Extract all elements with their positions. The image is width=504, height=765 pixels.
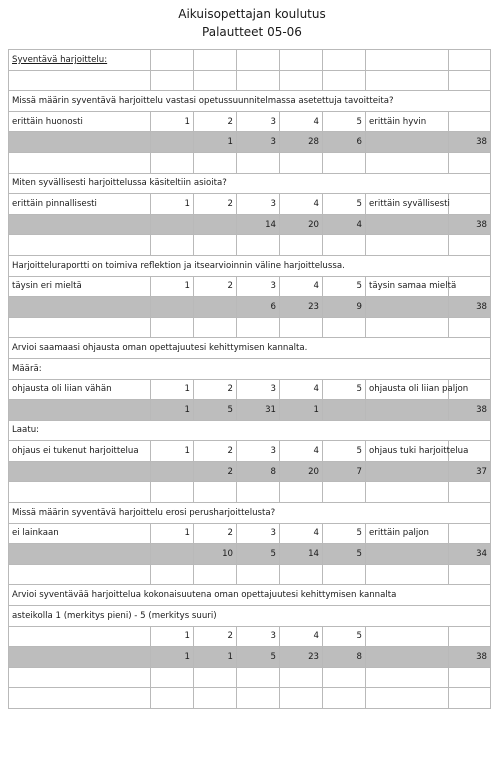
table-row [9,585,491,606]
response-count: 1 [151,647,194,668]
question-text: Arvioi saamaasi ohjausta oman opettajuutesi kehittymisen kannalta. [9,338,491,359]
empty-cell [366,297,449,318]
response-count [151,132,194,153]
scale-number: 1 [151,111,194,132]
empty-cell [323,667,366,688]
empty-cell [449,152,491,173]
response-count [323,400,366,421]
response-count: 31 [237,400,280,421]
scale-number: 5 [323,194,366,215]
empty-cell [449,235,491,256]
empty-cell [194,235,237,256]
scale-label: Laatu: [9,420,491,441]
response-count: 23 [280,297,323,318]
response-count: 1 [194,132,237,153]
empty-cell [366,400,449,421]
table-row [9,338,491,359]
response-count: 20 [280,214,323,235]
table-row [9,70,491,91]
scale-number: 4 [280,379,323,400]
table-row [9,379,491,400]
scale-number: 3 [237,276,280,297]
scale-number: 2 [194,523,237,544]
empty-cell [237,667,280,688]
scale-number: 5 [323,441,366,462]
response-count [194,214,237,235]
scale-right-label: erittäin hyvin [366,111,449,132]
question-text: Arvioi syventävää harjoittelua kokonaisuutena oman opettajuutesi kehittymisen kannalta [9,585,491,606]
response-count: 5 [194,400,237,421]
response-count: 7 [323,461,366,482]
scale-number: 3 [237,523,280,544]
empty-cell [366,152,449,173]
table-row [9,152,491,173]
empty-cell [151,482,194,503]
response-count: 14 [237,214,280,235]
empty-cell [366,461,449,482]
empty-cell [151,152,194,173]
section-title-cell [9,50,151,71]
response-count: 8 [237,461,280,482]
table-row [9,564,491,585]
response-count [151,544,194,565]
table-row [9,50,491,71]
response-count: 20 [280,461,323,482]
table-row [9,688,491,709]
empty-cell [9,688,151,709]
table-row [9,297,491,318]
scale-right-label: erittäin paljon [366,523,449,544]
scale-number: 2 [194,276,237,297]
scale-right-label: ohjaus tuki harjoittelua [366,441,449,462]
empty-cell [366,214,449,235]
empty-cell [366,482,449,503]
table-row [9,441,491,462]
empty-cell [9,564,151,585]
table-row [9,400,491,421]
scale-number: 1 [151,523,194,544]
scale-left-label: erittäin huonosti [9,111,151,132]
table-row [9,214,491,235]
response-count: 5 [237,647,280,668]
scale-number: 5 [323,379,366,400]
response-count: 5 [237,544,280,565]
empty-cell [9,132,151,153]
empty-cell [366,667,449,688]
question-text: Harjoitteluraportti on toimiva reflektion ja itsearvioinnin väline harjoittelussa. [9,255,491,276]
empty-cell [194,667,237,688]
scale-number: 4 [280,523,323,544]
table-row [9,358,491,379]
scale-number: 3 [237,194,280,215]
scale-number: 2 [194,441,237,462]
table-row [9,276,491,297]
response-count: 2 [194,461,237,482]
empty-cell [366,132,449,153]
scale-number: 4 [280,276,323,297]
empty-cell [237,564,280,585]
question-text: Miten syvällisesti harjoittelussa käsiteltiin asioita? [9,173,491,194]
table-row [9,606,491,627]
scale-number: 1 [151,441,194,462]
response-total: 38 [449,400,491,421]
empty-cell [151,317,194,338]
scale-label: asteikolla 1 (merkitys pieni) - 5 (merkitys suuri) [9,606,491,627]
empty-cell [449,194,491,215]
scale-right-label: erittäin syvällisesti [366,194,449,215]
empty-cell [323,235,366,256]
empty-cell [194,482,237,503]
empty-cell [237,50,280,71]
empty-cell [194,152,237,173]
empty-cell [151,50,194,71]
empty-cell [9,317,151,338]
empty-cell [280,317,323,338]
table-row [9,503,491,524]
empty-cell [151,667,194,688]
response-total: 37 [449,461,491,482]
response-count: 6 [323,132,366,153]
scale-number: 3 [237,379,280,400]
table-row [9,626,491,647]
response-total: 38 [449,647,491,668]
empty-cell [366,688,449,709]
empty-cell [194,564,237,585]
empty-cell [449,523,491,544]
response-total: 34 [449,544,491,565]
empty-cell [449,317,491,338]
response-total: 38 [449,214,491,235]
empty-cell [449,564,491,585]
empty-cell [449,70,491,91]
table-row [9,173,491,194]
response-count [194,297,237,318]
scale-number: 5 [323,523,366,544]
empty-cell [151,564,194,585]
scale-number: 5 [323,626,366,647]
empty-cell [9,152,151,173]
empty-cell [9,70,151,91]
empty-cell [151,688,194,709]
empty-cell [237,482,280,503]
scale-left-label: erittäin pinnallisesti [9,194,151,215]
empty-cell [9,400,151,421]
empty-cell [9,297,151,318]
empty-cell [366,564,449,585]
empty-cell [366,70,449,91]
scale-left-label: ohjausta oli liian vähän [9,379,151,400]
empty-cell [280,152,323,173]
scale-number: 3 [237,626,280,647]
empty-cell [366,50,449,71]
empty-cell [9,235,151,256]
empty-cell [323,50,366,71]
section-title: Syventävä harjoittelu: [12,54,108,65]
page-subtitle: Palautteet 05-06 [202,25,302,39]
empty-cell [151,70,194,91]
empty-cell [9,461,151,482]
scale-number: 3 [237,111,280,132]
empty-cell [449,688,491,709]
scale-number: 4 [280,441,323,462]
empty-cell [323,152,366,173]
empty-cell [237,688,280,709]
empty-cell [280,70,323,91]
question-text: Missä määrin syventävä harjoittelu erosi perusharjoittelusta? [9,503,491,524]
empty-cell [9,647,151,668]
scale-number: 1 [151,379,194,400]
scale-left-label: täysin eri mieltä [9,276,151,297]
empty-cell [194,70,237,91]
empty-cell [323,70,366,91]
scale-number: 2 [194,379,237,400]
scale-label: Määrä: [9,358,491,379]
page-title: Aikuisopettajan koulutus [178,7,326,21]
response-count: 14 [280,544,323,565]
empty-cell [449,111,491,132]
empty-cell [151,235,194,256]
empty-cell [237,317,280,338]
scale-right-label [366,626,449,647]
empty-cell [237,152,280,173]
scale-number: 4 [280,626,323,647]
scale-number: 4 [280,111,323,132]
scale-left-label: ei lainkaan [9,523,151,544]
scale-number: 1 [151,194,194,215]
response-count: 3 [237,132,280,153]
empty-cell [366,647,449,668]
empty-cell [9,667,151,688]
table-row [9,91,491,112]
empty-cell [237,70,280,91]
response-count: 4 [323,214,366,235]
table-row [9,647,491,668]
scale-right-label: täysin samaa mieltä [366,276,449,297]
response-count: 9 [323,297,366,318]
empty-cell [194,50,237,71]
empty-cell [9,544,151,565]
table-row [9,461,491,482]
table-row [9,132,491,153]
table-row [9,235,491,256]
empty-cell [366,544,449,565]
empty-cell [449,626,491,647]
empty-cell [9,482,151,503]
response-count: 10 [194,544,237,565]
empty-cell [323,688,366,709]
response-count [151,214,194,235]
scale-number: 2 [194,626,237,647]
scale-left-label: ohjaus ei tukenut harjoittelua [9,441,151,462]
table-row [9,255,491,276]
response-count: 1 [280,400,323,421]
response-count: 5 [323,544,366,565]
table-row [9,420,491,441]
empty-cell [280,688,323,709]
empty-cell [280,482,323,503]
feedback-table [8,49,491,709]
empty-cell [366,317,449,338]
response-count [151,297,194,318]
table-row [9,482,491,503]
empty-cell [323,317,366,338]
empty-cell [237,235,280,256]
scale-number: 1 [151,626,194,647]
scale-number: 1 [151,276,194,297]
table-row [9,111,491,132]
empty-cell [449,667,491,688]
response-count: 28 [280,132,323,153]
scale-number: 3 [237,441,280,462]
table-row [9,523,491,544]
empty-cell [280,667,323,688]
table-row [9,317,491,338]
scale-left-label [9,626,151,647]
response-count: 8 [323,647,366,668]
response-count: 6 [237,297,280,318]
empty-cell [449,482,491,503]
empty-cell [366,235,449,256]
response-count: 1 [151,400,194,421]
empty-cell [280,564,323,585]
scale-number: 2 [194,111,237,132]
empty-cell [9,214,151,235]
empty-cell [449,50,491,71]
scale-number: 4 [280,194,323,215]
empty-cell [280,50,323,71]
response-count: 23 [280,647,323,668]
scale-number: 2 [194,194,237,215]
scale-number: 5 [323,276,366,297]
empty-cell [194,317,237,338]
response-total: 38 [449,132,491,153]
empty-cell [194,688,237,709]
empty-cell [280,235,323,256]
response-total: 38 [449,297,491,318]
scale-number: 5 [323,111,366,132]
response-count [151,461,194,482]
empty-cell [323,482,366,503]
response-count: 1 [194,647,237,668]
table-row [9,544,491,565]
question-text: Missä määrin syventävä harjoittelu vastasi opetussuunnitelmassa asetettuja tavoitteita? [9,91,491,112]
table-row [9,667,491,688]
empty-cell [323,564,366,585]
scale-right-label: ohjausta oli liian paljon [366,379,449,400]
table-row [9,194,491,215]
